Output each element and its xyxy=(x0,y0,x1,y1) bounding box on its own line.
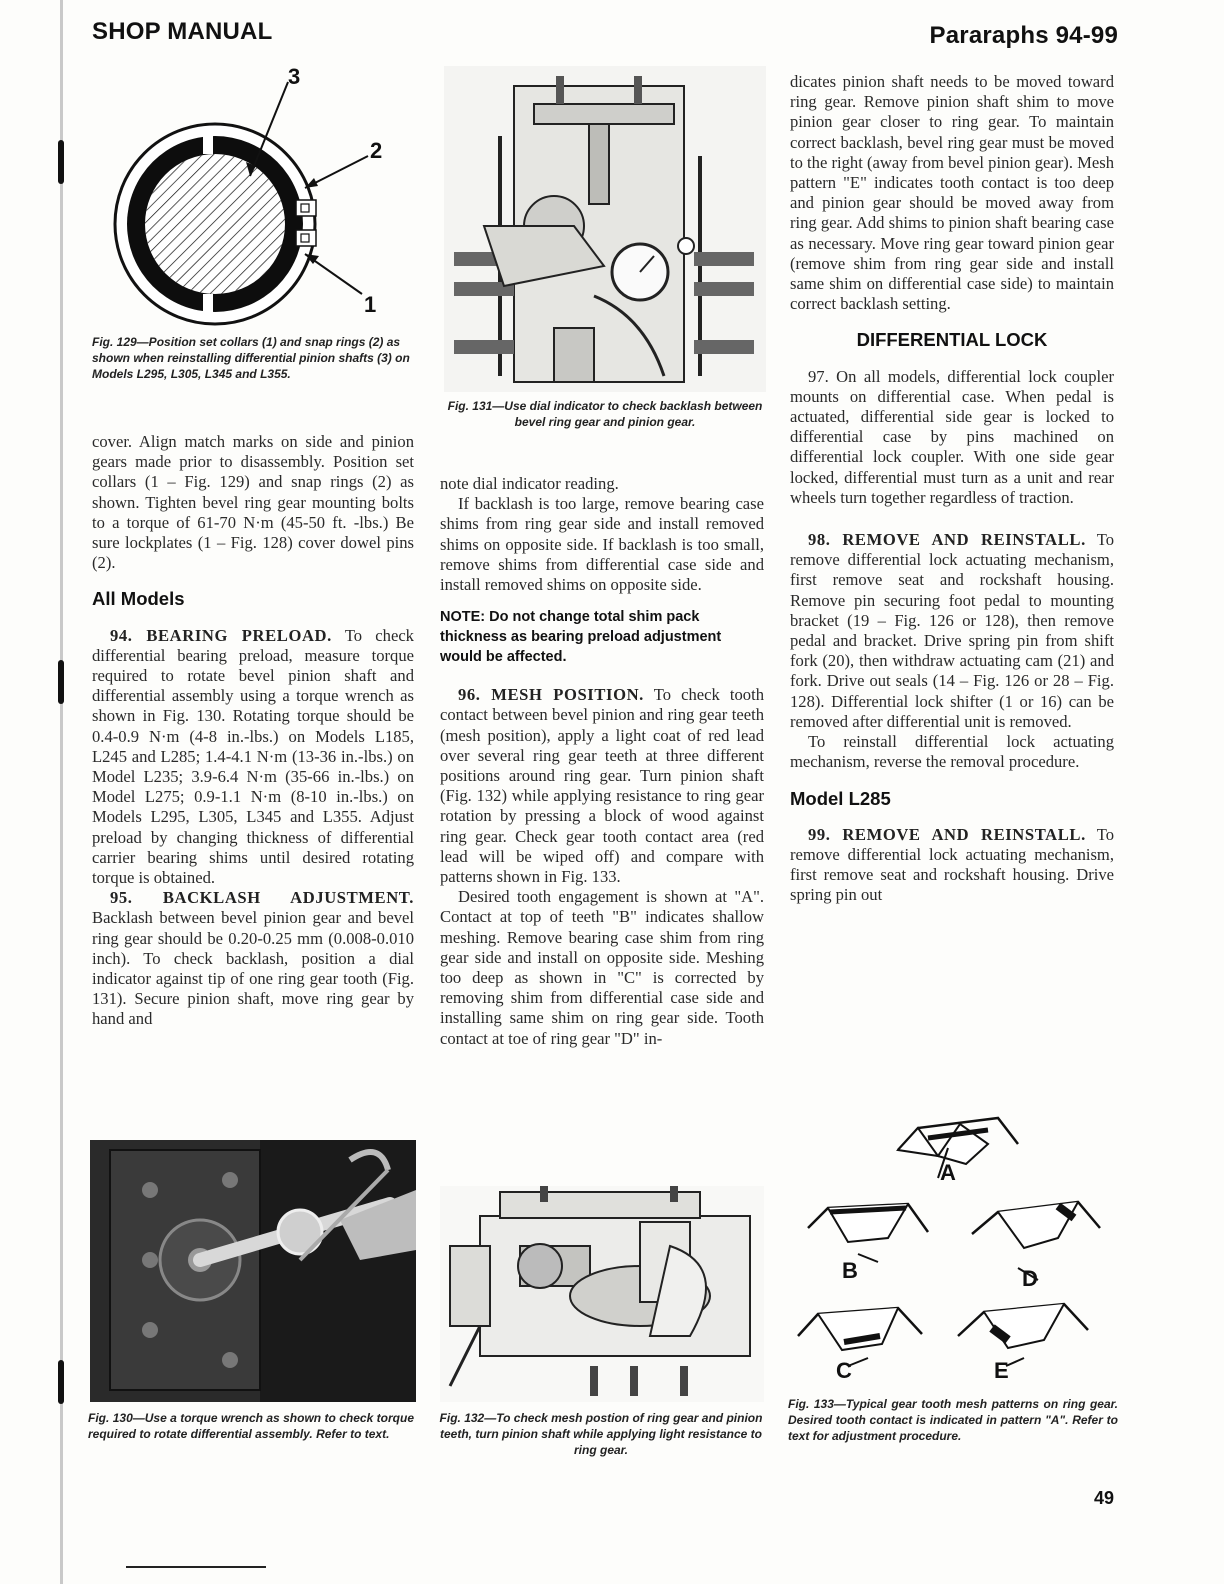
tooth-pattern-c xyxy=(798,1308,922,1366)
heading-model-l285: Model L285 xyxy=(790,787,891,809)
paragraph-95 xyxy=(92,888,414,1029)
fig130-caption: Fig. 130—Use a torque wrench as shown to check torque required to rotate differential assembly. Refer to text. xyxy=(88,1411,414,1441)
fig133-label-c: C xyxy=(836,1358,852,1383)
paragraph-cover: cover. Align match marks on side and pinion gears made prior to disassembly. Position set collars (1 – Fig. 129) and snap rings (2) as shown. Tighten bevel ring gear mounting bolts to a torque of 61-70 N·m (45-50 ft. -lbs.) Be sure lockplates (1 – Fig. 128) cover dowel pins (2). xyxy=(92,432,414,573)
paragraph-97: 97. On all models, differential lock coupler mounts on differential case. When pedal is actuated, differential side gear is locked to differential case by pins machined on differential lock coupler. With one side gear locked, differential must turn as a unit and rear wheels turn together regardless of traction. xyxy=(790,366,1114,507)
tooth-pattern-e xyxy=(958,1304,1088,1366)
heading-differential-lock: DIFFERENTIAL LOCK xyxy=(856,329,1048,351)
paragraph-95-text: Backlash between bevel pinion gear and bevel ring gear should be 0.20-0.25 mm (0.008-0.010 inch). To check backlash, position a dial indicator against tip of one ring gear tooth (Fig. 131). Secure pinion shaft, move ring gear by hand and xyxy=(92,908,414,1029)
paragraph-98b: To reinstall differential lock actuating mechanism, reverse the removal procedure. xyxy=(790,732,1114,772)
paragraph-99-run-in: 99. REMOVE AND REINSTALL. xyxy=(808,824,1086,844)
tooth-pattern-b xyxy=(808,1204,928,1262)
column-1 xyxy=(92,432,414,1030)
paragraph-dicates: dicates pinion shaft needs to be moved toward ring gear. Remove pinion shaft shim to move pinion gear closer to ring gear. To maintain correct backlash, bevel ring gear must be moved to the right (away from bevel pinion gear). Mesh pattern "E" indicates tooth contact is too deep and pinion gear should be moved away from ring gear. Add shims to pinion shaft bearing case as necessary. Move ring gear toward pinion gear (remove shim from ring gear side and install same shim on differential case side) to maintain correct backlash setting. xyxy=(790,72,1114,314)
paragraph-98-run-in: 98. REMOVE AND REINSTALL. xyxy=(808,530,1086,550)
note-shim-pack: NOTE: Do not change total shim pack thickness as bearing preload adjustment would be affected. xyxy=(440,609,722,666)
paragraph-94-run-in: 94. BEARING PRELOAD. xyxy=(110,625,332,645)
binding-mark xyxy=(58,660,64,704)
fig129-callout-3: 3 xyxy=(288,64,301,89)
paragraph-94 xyxy=(92,626,414,889)
fig133-caption: Fig. 133—Typical gear tooth mesh patterns on ring gear. Desired tooth contact is indicated in pattern "A". Refer to text for adjustment procedure. xyxy=(788,1397,1118,1443)
column-2 xyxy=(440,474,764,1049)
fig133-label-a: A xyxy=(940,1160,956,1185)
fig133-label-d: D xyxy=(1022,1266,1038,1291)
fig132-caption: Fig. 132—To check mesh postion of ring gear and pinion teeth, turn pinion shaft while applying light resistance to ring gear. xyxy=(439,1411,763,1457)
paragraph-98-text: To remove differential lock actuating mechanism, first remove seat and rockshaft housing. Remove pin securing foot pedal to mounting bracket (19 – Fig. 126 or 128), then remove pedal and bracket. Drive spring pin from shift fork (20), then withdraw actuating cam (21) and fork. Drive out seals (14 – Fig. 126 or 28 – Fig. 128). Differential lock shifter (1 or 16) can be removed after differential unit is removed. xyxy=(790,530,1114,731)
running-header-right: Pararaphs 94-99 xyxy=(929,22,1118,49)
column-3 xyxy=(790,72,1114,906)
paragraph-94-text: To check differential bearing preload, measure torque required to rotate bevel pinion shaft and differential assembly using a torque wrench as shown in Fig. 130. Rotating torque should be 0.4-0.9 N·m (4-8 in.-lbs.) on Models L185, L245 and L285; 1.4-4.1 N·m (13-36 in.-lbs.) on Model L235; 3.9-6.4 N·m (35-66 in.-lbs.) on Model L275; 0.9-1.1 N·m (8-10 in.-lbs.) on Models L295, L305, L345 and L355. Adjust preload by changing thickness of differential carrier bearing shims until desired rotating torque is obtained. xyxy=(92,625,414,888)
paragraph-99 xyxy=(790,825,1114,906)
paragraph-99-text: To remove differential lock actuating mechanism, first remove seat and rockshaft housing. Drive spring pin out xyxy=(790,824,1114,905)
paragraph-desired: Desired tooth engagement is shown at "A". Contact at top of teeth "B" indicates shallow meshing. Remove bearing case shim from ring gear side and install on opposite side. Meshing too deep as shown in "C" is corrected by removing shim from differential case side and installing same shim on ring gear side. Tooth contact at toe of ring gear "D" in- xyxy=(440,887,764,1048)
fig131-dial-indicator-photo xyxy=(444,66,766,392)
fig129-caption: Fig. 129—Position set collars (1) and snap rings (2) as shown when reinstalling differential pinion shafts (3) on Models L295, L305, L345 and L355. xyxy=(92,335,410,381)
fig129-callout-2: 2 xyxy=(370,138,383,163)
fig133-gear-tooth-patterns xyxy=(788,1108,1118,1398)
paragraph-98 xyxy=(790,530,1114,732)
page-number: 49 xyxy=(1093,1488,1114,1508)
spacer xyxy=(790,508,1114,530)
footer-rule xyxy=(126,1566,266,1568)
fig131-caption: Fig. 131—Use dial indicator to check backlash between bevel ring gear and pinion gear. xyxy=(447,399,763,429)
paragraph-note-dial: note dial indicator reading. xyxy=(440,474,619,493)
binding-mark xyxy=(58,140,64,184)
paragraph-96 xyxy=(440,685,764,887)
heading-all-models: All Models xyxy=(92,588,185,610)
paragraph-96-text: To check tooth contact between bevel pinion and ring gear teeth (mesh position), apply a light coat of red lead over several ring gear teeth at three different positions around ring gear. Turn pinion shaft (Fig. 132) while applying resistance to ring gear rotation by pressing a block of wood against ring gear. Check gear tooth contact area (red lead will be wiped off) and compare with patterns shown in Fig. 133. xyxy=(440,685,764,887)
binding-mark xyxy=(58,1360,64,1404)
fig133-label-e: E xyxy=(994,1358,1009,1383)
running-header-left: SHOP MANUAL xyxy=(92,18,273,45)
fig133-label-b: B xyxy=(842,1258,858,1283)
paragraph-96-run-in: 96. MESH POSITION. xyxy=(458,685,644,705)
paragraph-backlash: If backlash is too large, remove bearing case shims from ring gear side and install removed shims on opposite side. If backlash is too small, remove shims from differential case side and install removed shims on opposite side. xyxy=(440,494,764,595)
fig130-torque-wrench-photo xyxy=(90,1140,416,1402)
paragraph-95-run-in: 95. BACKLASH ADJUSTMENT. xyxy=(110,888,414,908)
fig132-mesh-position-photo xyxy=(440,1186,764,1402)
tooth-pattern-a xyxy=(898,1118,1018,1178)
page-edge xyxy=(60,0,63,1584)
fig129-callout-1: 1 xyxy=(364,292,377,317)
